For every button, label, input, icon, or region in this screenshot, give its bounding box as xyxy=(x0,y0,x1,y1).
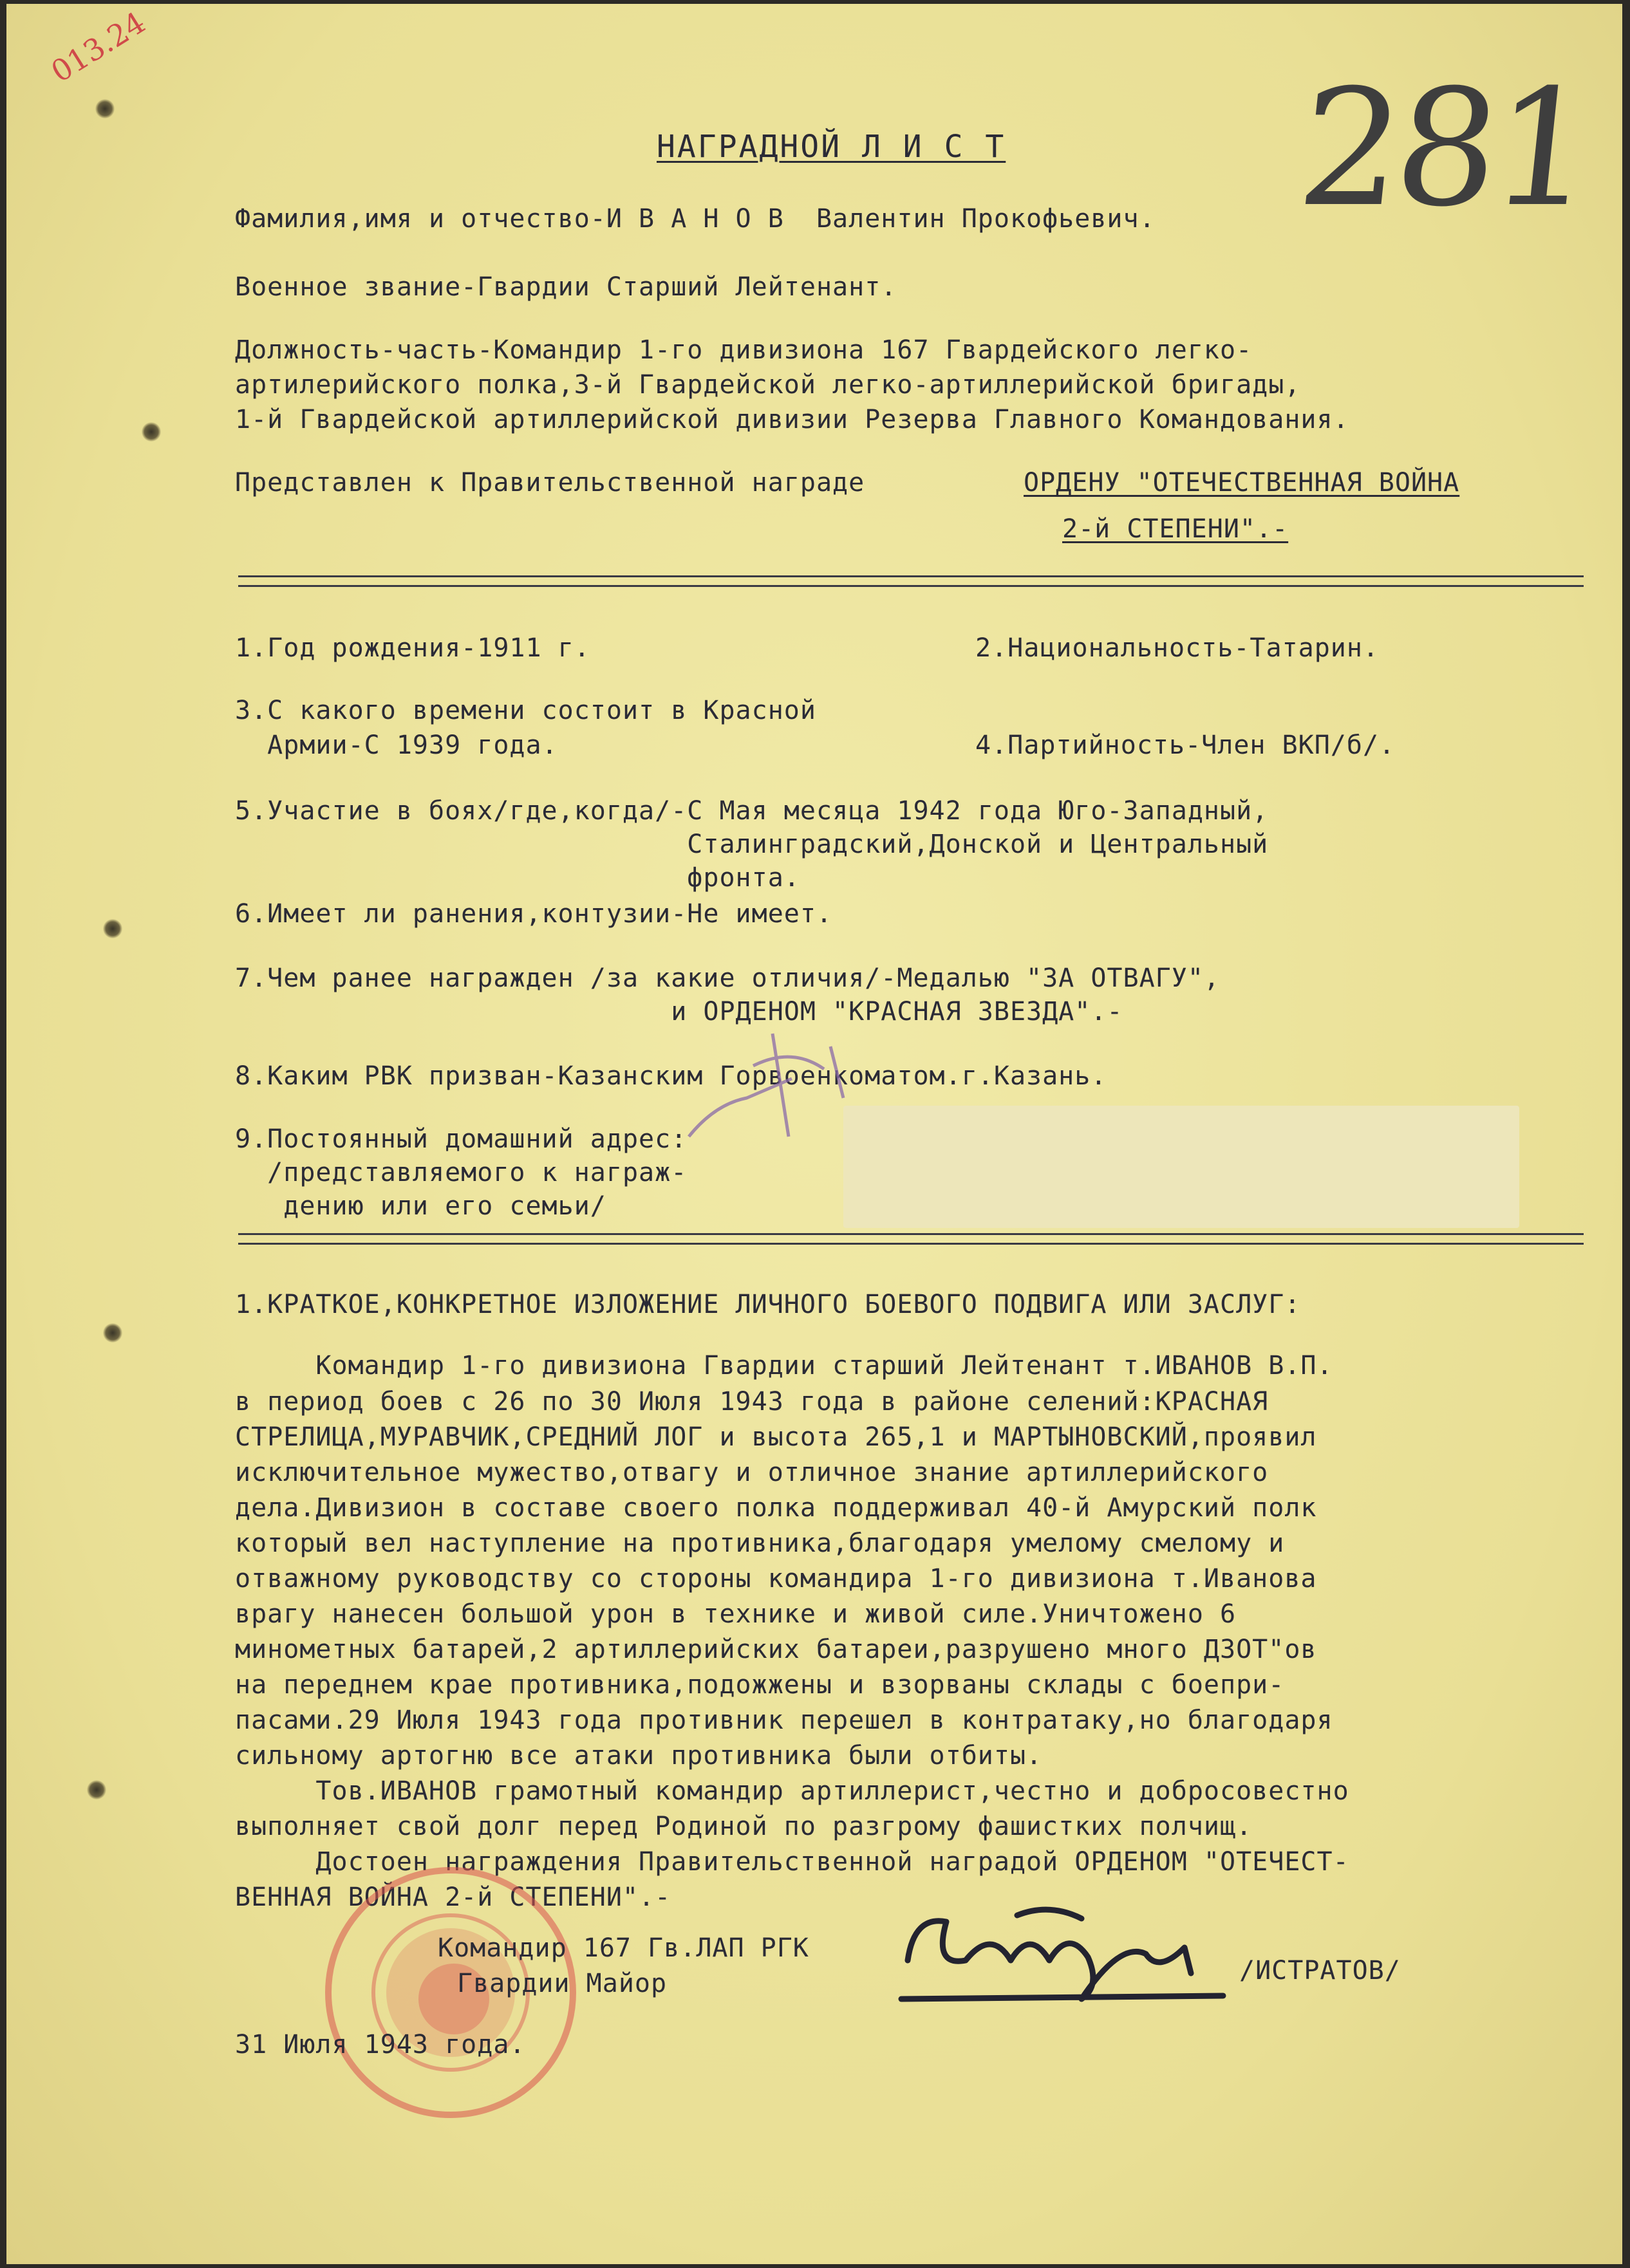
home-address-label: дению или его семьи/ xyxy=(235,1191,606,1221)
award-name: ОРДЕНУ "ОТЕЧЕСТВЕННАЯ ВОЙНА xyxy=(1024,468,1460,497)
violet-ink-mark xyxy=(676,1008,933,1149)
signatory-position: Командир 167 Гв.ЛАП РГК xyxy=(438,1933,809,1963)
punch-hole xyxy=(103,919,122,938)
battle-participation: Сталинградский,Донской и Центральный xyxy=(235,830,1269,859)
punch-hole xyxy=(87,1780,106,1799)
position-line: Должность-часть-Командир 1-го дивизиона 167 Гвардейского легко- xyxy=(235,335,1253,365)
handwritten-signature xyxy=(888,1890,1249,2005)
feat-heading: 1.КРАТКОЕ,КОНКРЕТНОЕ ИЗЛОЖЕНИЕ ЛИЧНОГО БОЕВОГО ПОДВИГА ИЛИ ЗАСЛУГ: xyxy=(235,1290,1301,1319)
position-line: 1-й Гвардейской артиллерийской дивизии Резерва Главного Командования. xyxy=(235,405,1349,434)
punch-hole xyxy=(103,1323,122,1343)
home-address-label: 9.Постоянный домашний адрес: xyxy=(235,1124,688,1154)
redacted-address xyxy=(843,1106,1519,1228)
rank-line: Военное звание-Гвардии Старший Лейтенант. xyxy=(235,272,897,302)
feat-line: отважному руководству со стороны командира 1-го дивизиона т.Иванова xyxy=(235,1564,1317,1594)
signatory-rank: Гвардии Майор xyxy=(457,1969,668,1998)
feat-line: пасами.29 Июля 1943 года противник перешел в контратаку,но благодаря xyxy=(235,1706,1333,1735)
award-degree: 2-й СТЕПЕНИ".- xyxy=(1062,514,1289,544)
double-rule xyxy=(238,575,1584,587)
battle-participation: фронта. xyxy=(235,863,800,893)
feat-line: сильному артогню все атаки противника были отбиты. xyxy=(235,1741,1043,1771)
previous-awards: 7.Чем ранее награжден /за какие отличия/-Медалью "ЗА ОТВАГУ", xyxy=(235,963,1221,993)
signatory-name: /ИСТРАТОВ/ xyxy=(1239,1956,1401,1985)
punch-hole xyxy=(142,422,161,442)
feat-line: Достоен награждения Правительственной наградой ОРДЕНОМ "ОТЕЧЕСТ- xyxy=(235,1847,1349,1877)
archive-mark: 013.24 xyxy=(44,5,152,89)
feat-line: врагу нанесен большой урон в технике и живой силе.Уничтожено 6 xyxy=(235,1599,1237,1629)
feat-line: СТРЕЛИЦА,МУРАВЧИК,СРЕДНИЙ ЛОГ и высота 265,1 и МАРТЫНОВСКИЙ,проявил xyxy=(235,1422,1317,1452)
feat-line: Тов.ИВАНОВ грамотный командир артиллерист,честно и добросовестно xyxy=(235,1776,1349,1806)
feat-line: минометных батарей,2 артиллерийских батареи,разрушено много ДЗОТ"ов xyxy=(235,1635,1317,1664)
birth-year: 1.Год рождения-1911 г. xyxy=(235,633,590,663)
battle-participation: 5.Участие в боях/где,когда/-С Мая месяца 1942 года Юго-Западный, xyxy=(235,796,1269,826)
feat-line: выполняет свой долг перед Родиной по разгрому фашистких полчищ. xyxy=(235,1812,1253,1841)
service-since: Армии-С 1939 года. xyxy=(235,730,558,760)
feat-line: дела.Дивизион в составе своего полка поддерживал 40-й Амурский полк xyxy=(235,1493,1317,1523)
home-address-label: /представляемого к награж- xyxy=(235,1158,688,1187)
service-since: 3.С какого времени состоит в Красной xyxy=(235,696,816,725)
party-membership: 4.Партийность-Член ВКП/б/. xyxy=(975,730,1396,760)
award-sheet xyxy=(6,4,1622,2264)
document-title: НАГРАДНОЙ Л И С Т xyxy=(657,129,1006,165)
position-line: артилерийского полка,3-й Гвардейской легко-артиллерийской бригады, xyxy=(235,370,1301,400)
feat-line: который вел наступление на противника,благодаря умелому смелому и xyxy=(235,1529,1285,1558)
recruitment-office: 8.Каким РВК призван-Казанским Горвоенкоматом.г.Казань. xyxy=(235,1061,1107,1091)
award-prefix: Представлен к Правительственной награде xyxy=(235,468,881,497)
feat-line: Командир 1-го дивизиона Гвардии старший Лейтенант т.ИВАНОВ В.П. xyxy=(235,1351,1333,1380)
wounds: 6.Имеет ли ранения,контузии-Не имеет. xyxy=(235,899,833,929)
name-line: Фамилия,имя и отчество-И В А Н О В Валентин Прокофьевич. xyxy=(235,204,1156,234)
previous-awards: и ОРДЕНОМ "КРАСНАЯ ЗВЕЗДА".- xyxy=(235,997,1123,1027)
feat-line: на переднем крае противника,подожжены и взорваны склады с боепри- xyxy=(235,1670,1285,1700)
document-date: 31 Июля 1943 года. xyxy=(235,2030,526,2059)
feat-line: в период боев с 26 по 30 Июля 1943 года в районе селений:КРАСНАЯ xyxy=(235,1387,1269,1417)
double-rule xyxy=(238,1233,1584,1245)
feat-line: ВЕННАЯ ВОЙНА 2-й СТЕПЕНИ".- xyxy=(235,1882,671,1912)
page-number: 281 xyxy=(1290,55,1598,242)
feat-line: исключительное мужество,отвагу и отличное знание артиллерийского xyxy=(235,1458,1269,1487)
nationality: 2.Национальность-Татарин. xyxy=(975,633,1380,663)
punch-hole xyxy=(95,99,115,118)
